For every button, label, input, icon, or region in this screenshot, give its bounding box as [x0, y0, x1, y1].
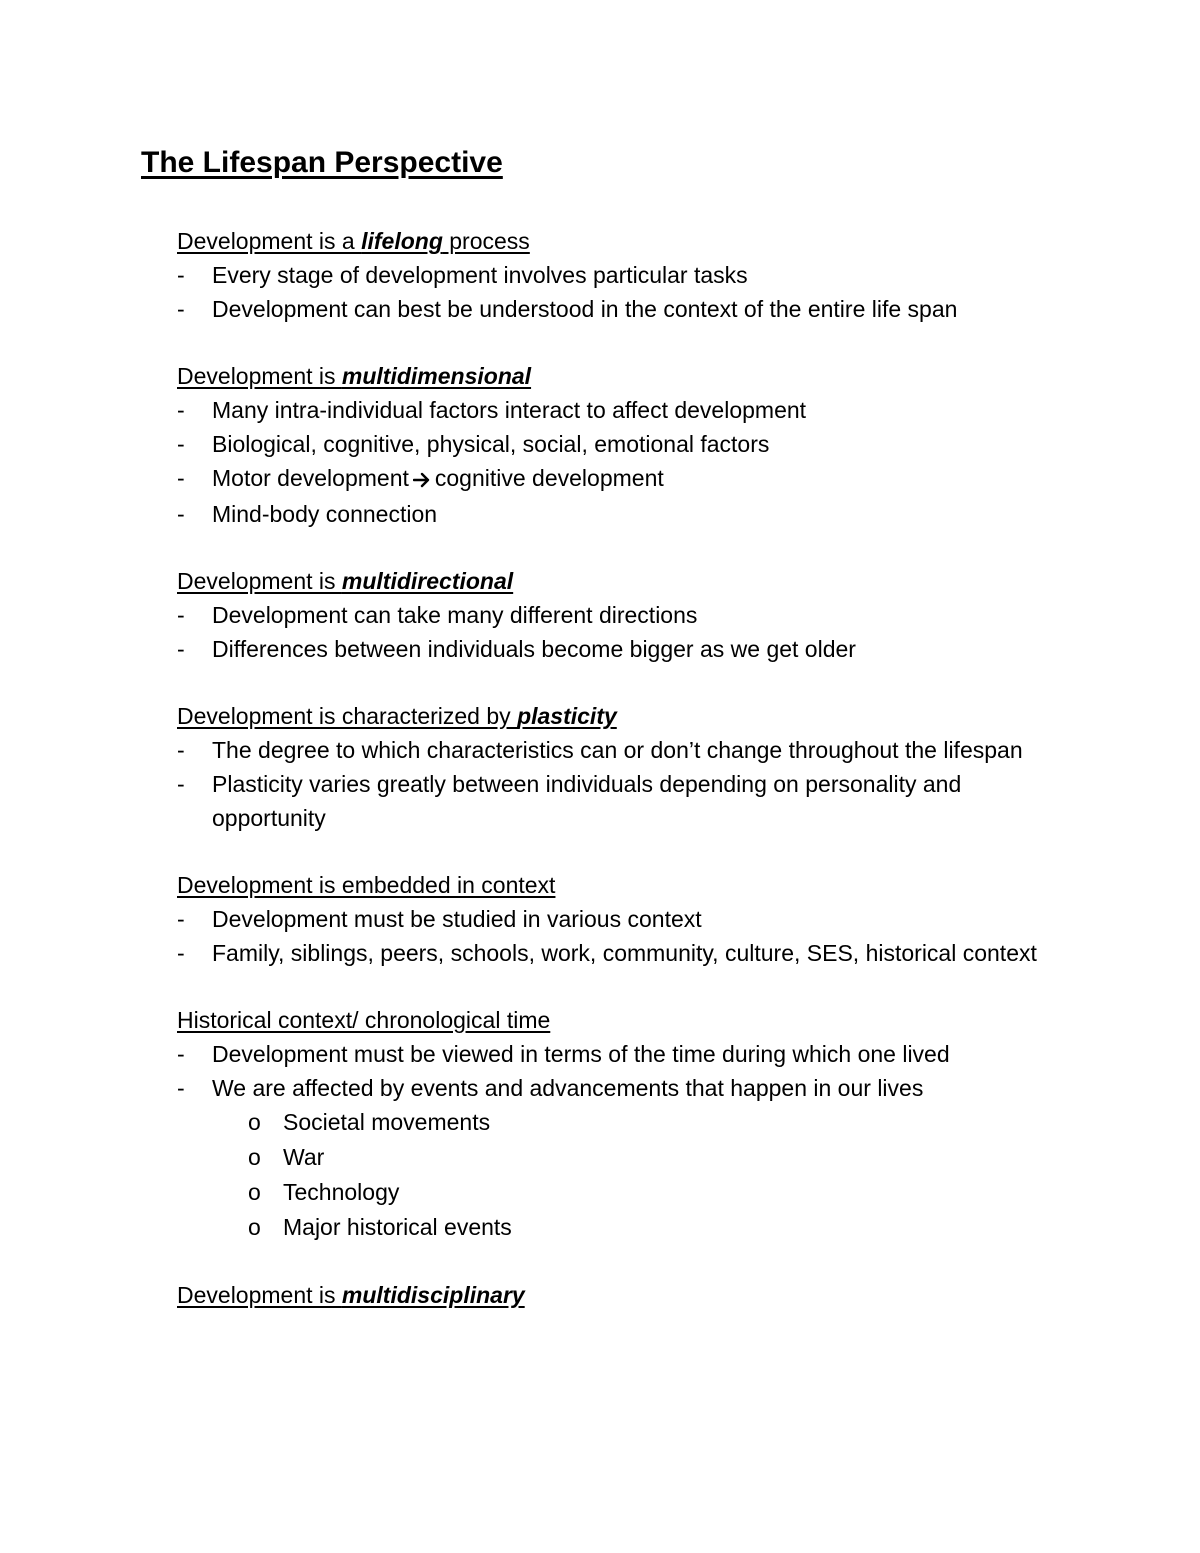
list-item-text: Plasticity varies greatly between individuals depending on personality and opportunity	[212, 770, 962, 831]
dash-bullet-icon: -	[177, 770, 185, 797]
right-arrow-icon	[413, 463, 431, 497]
dash-bullet-icon: -	[177, 500, 185, 527]
bullet-list	[177, 598, 1077, 666]
list-item-text: Development must be studied in various context	[212, 905, 702, 932]
section-heading	[177, 699, 1077, 733]
sub-bullet-list	[212, 1105, 1077, 1245]
dash-bullet-icon: -	[177, 397, 185, 423]
bullet-list	[177, 902, 1077, 970]
dash-bullet-icon: -	[177, 262, 185, 288]
dash-bullet-icon: -	[177, 736, 185, 763]
bullet-list	[177, 1037, 1077, 1245]
section-heading	[177, 1278, 1077, 1312]
list-item	[177, 258, 1077, 292]
list-item	[177, 393, 1077, 427]
section-context	[177, 868, 1077, 970]
bullet-list	[177, 393, 1077, 531]
circle-bullet-icon: o	[248, 1178, 261, 1205]
list-item-text: Biological, cognitive, physical, social, emotional factors	[212, 431, 770, 457]
heading-emphasis: multidimensional	[341, 363, 532, 389]
section-multidirectional	[177, 564, 1077, 666]
circle-bullet-icon: o	[248, 1143, 261, 1170]
heading-emphasis: plasticity	[517, 702, 617, 729]
dash-bullet-icon: -	[177, 1040, 185, 1067]
sub-list-item	[248, 1210, 1077, 1245]
list-item	[177, 427, 1077, 461]
section-heading: Development is embedded in context	[177, 871, 556, 898]
sub-list-item	[248, 1140, 1077, 1175]
list-item-text: Development can take many different directions	[212, 601, 698, 628]
list-item-text: Differences between individuals become bigger as we get older	[212, 635, 856, 662]
page-title: The Lifespan Perspective	[141, 146, 503, 179]
list-item	[177, 598, 1077, 632]
section-heading	[177, 359, 1077, 393]
list-item-text: Many intra-individual factors interact to affect development	[212, 397, 807, 423]
bullet-list	[177, 733, 1077, 835]
list-item-text: Mind-body connection	[212, 500, 438, 527]
list-item	[177, 902, 1077, 936]
list-item	[177, 632, 1077, 666]
list-item-text: Development can best be understood in the context of the entire life span	[212, 296, 958, 322]
section-heading: Historical context/ chronological time	[177, 1006, 551, 1033]
sub-list-item-text: War	[283, 1143, 325, 1170]
sub-list-item-text: Societal movements	[283, 1108, 491, 1135]
dash-bullet-icon: -	[177, 431, 185, 457]
list-item	[177, 292, 1077, 326]
sub-list-item	[248, 1175, 1077, 1210]
dash-bullet-icon: -	[177, 939, 185, 966]
list-item-text: The degree to which characteristics can or don’t change throughout the lifespan	[212, 736, 1023, 763]
heading-text: Development is	[177, 567, 342, 594]
list-item	[177, 733, 1077, 767]
list-item	[177, 1071, 1077, 1245]
heading-text: Development is	[177, 1281, 342, 1308]
section-heading	[177, 224, 1077, 258]
document-body	[177, 224, 1077, 1345]
list-item	[177, 461, 1077, 497]
heading-text-end: process	[442, 228, 530, 254]
sub-list-item	[248, 1105, 1077, 1140]
list-item-text: cognitive development	[434, 465, 664, 491]
dash-bullet-icon: -	[177, 601, 185, 628]
circle-bullet-icon: o	[248, 1108, 261, 1135]
bullet-list	[177, 258, 1077, 326]
list-item	[177, 1037, 1077, 1071]
section-lifelong	[177, 224, 1077, 326]
sub-list-item-text: Technology	[283, 1178, 400, 1205]
heading-text: Development is characterized by	[177, 702, 518, 729]
list-item-text: Family, siblings, peers, schools, work, community, culture, SES, historical context	[212, 939, 1037, 966]
dash-bullet-icon: -	[177, 465, 185, 491]
list-item	[177, 767, 1077, 835]
section-historical-context	[177, 1003, 1077, 1245]
section-heading	[177, 564, 1077, 598]
list-item-text: Motor development	[212, 465, 409, 491]
heading-emphasis: multidisciplinary	[341, 1281, 525, 1308]
heading-text: Development is	[177, 363, 342, 389]
sub-list-item-text: Major historical events	[283, 1213, 512, 1240]
list-item-text: Development must be viewed in terms of the time during which one lived	[212, 1040, 950, 1067]
heading-text: Development is a	[177, 228, 362, 254]
circle-bullet-icon: o	[248, 1213, 261, 1240]
dash-bullet-icon: -	[177, 635, 185, 662]
dash-bullet-icon: -	[177, 296, 185, 322]
dash-bullet-icon: -	[177, 1074, 185, 1101]
list-item	[177, 497, 1077, 531]
heading-emphasis: multidirectional	[341, 567, 514, 594]
section-multidisciplinary	[177, 1278, 1077, 1312]
heading-emphasis: lifelong	[361, 228, 443, 254]
list-item	[177, 936, 1077, 970]
dash-bullet-icon: -	[177, 905, 185, 932]
section-plasticity	[177, 699, 1077, 835]
section-multidimensional	[177, 359, 1077, 531]
list-item-text: We are affected by events and advancements that happen in our lives	[212, 1074, 924, 1101]
list-item-text: Every stage of development involves particular tasks	[212, 262, 748, 288]
